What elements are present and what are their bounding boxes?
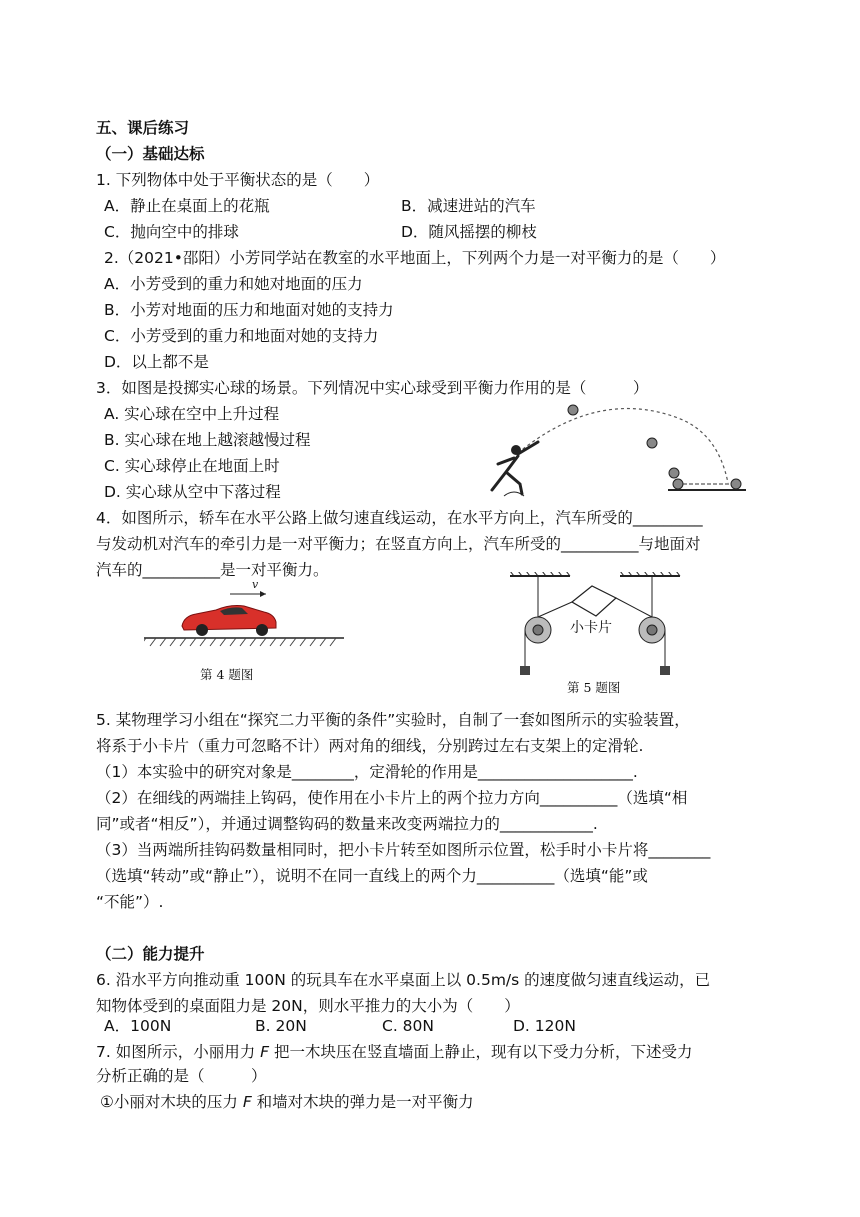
q6-line-2: 知物体受到的桌面阻力是 20N，则水平推力的大小为（ ） — [96, 997, 520, 1015]
q6-option-a: A．100N — [104, 1017, 172, 1035]
section-title: 五、课后练习 — [96, 119, 190, 137]
q7-line-1 — [96, 1042, 693, 1062]
q4-line-1: 4．如图所示，轿车在水平公路上做匀速直线运动，在水平方向上，汽车所受的_________ — [96, 509, 703, 527]
q5-line-7: （选填“转动”或“静止”），说明不在同一直线上的两个力__________（选填“能”或 — [96, 867, 648, 885]
fig5-caption: 第 5 题图 — [567, 680, 621, 695]
q5-line-4: （2）在细线的两端挂上钩码，使作用在小卡片上的两个拉力方向__________（选填“相 — [96, 789, 688, 807]
q2-option-b: B．小芳对地面的压力和地面对她的支持力 — [104, 301, 394, 319]
q6-line-1: 6. 沿水平方向推动重 100N 的玩具车在水平桌面上以 0.5m/s 的速度做匀速直线运动，已 — [96, 971, 711, 989]
q2-option-c: C．小芳受到的重力和地面对她的支持力 — [104, 327, 379, 345]
q1-option-d: D．随风摇摆的柳枝 — [401, 223, 537, 241]
q2-stem: 2.（2021•邵阳）小芳同学站在教室的水平地面上，下列两个力是一对平衡力的是（ ） — [104, 249, 726, 267]
q5-line-5: 同”或者“相反”），并通过调整钩码的数量来改变两端拉力的____________. — [96, 815, 598, 833]
fig4-caption: 第 4 题图 — [200, 667, 254, 682]
q5-line-2: 将系于小卡片（重力可忽略不计）两对角的细线，分别跨过左右支架上的定滑轮. — [96, 737, 644, 755]
force-symbol-2: F — [242, 1093, 252, 1111]
q3-option-c: C. 实心球停止在地面上时 — [104, 457, 280, 475]
q3-stem: 3．如图是投掷实心球的场景。下列情况中实心球受到平衡力作用的是（ ） — [96, 379, 649, 397]
q7-line-1-end: 把一木块压在竖直墙面上静止，现有以下受力分析，下述受力 — [269, 1043, 693, 1061]
q2-option-a: A．小芳受到的重力和她对地面的压力 — [104, 275, 363, 293]
q7-line-2: 分析正确的是（ ） — [96, 1067, 267, 1085]
q5-line-8: “不能”）. — [96, 893, 164, 911]
q3-option-b: B. 实心球在地上越滚越慢过程 — [104, 431, 311, 449]
card-pulley-figure — [508, 572, 698, 682]
shot-put-figure — [478, 398, 758, 498]
q6-option-b: B. 20N — [255, 1017, 307, 1035]
q1-option-b: B．减速进站的汽车 — [401, 197, 536, 215]
velocity-label: v — [252, 578, 259, 591]
q1-stem: 1. 下列物体中处于平衡状态的是（ ） — [96, 171, 380, 189]
q3-option-a: A. 实心球在空中上升过程 — [104, 405, 280, 423]
q7-statement-1-start: ①小丽对木块的压力 — [100, 1093, 243, 1111]
card-label: 小卡片 — [570, 620, 612, 636]
q7-line-1-start: 7. 如图所示，小丽用力 — [96, 1043, 261, 1061]
subsection-basic: （一）基础达标 — [96, 145, 205, 163]
q1-option-c: C．抛向空中的排球 — [104, 223, 239, 241]
car-figure — [144, 574, 354, 654]
q6-option-d: D. 120N — [513, 1017, 576, 1035]
q4-line-3: 汽车的__________是一对平衡力。 — [96, 561, 329, 579]
q4-line-2: 与发动机对汽车的牵引力是一对平衡力；在竖直方向上，汽车所受的__________与地面对 — [96, 535, 701, 553]
q7-statement-1-end: 和墙对木块的弹力是一对平衡力 — [251, 1093, 474, 1111]
subsection-advanced: （二）能力提升 — [96, 945, 205, 963]
q6-option-c: C. 80N — [382, 1017, 434, 1035]
q7-statement-1 — [100, 1092, 474, 1112]
q2-option-d: D．以上都不是 — [104, 353, 209, 371]
q1-option-a: A．静止在桌面上的花瓶 — [104, 197, 270, 215]
q5-line-6: （3）当两端所挂钩码数量相同时，把小卡片转至如图所示位置，松手时小卡片将________ — [96, 841, 711, 859]
q5-line-1: 5. 某物理学习小组在“探究二力平衡的条件”实验时，自制了一套如图所示的实验装置， — [96, 711, 690, 729]
q5-line-3: （1）本实验中的研究对象是________，定滑轮的作用是____________________. — [96, 763, 638, 781]
q3-option-d: D. 实心球从空中下落过程 — [104, 483, 281, 501]
force-symbol: F — [260, 1043, 270, 1061]
